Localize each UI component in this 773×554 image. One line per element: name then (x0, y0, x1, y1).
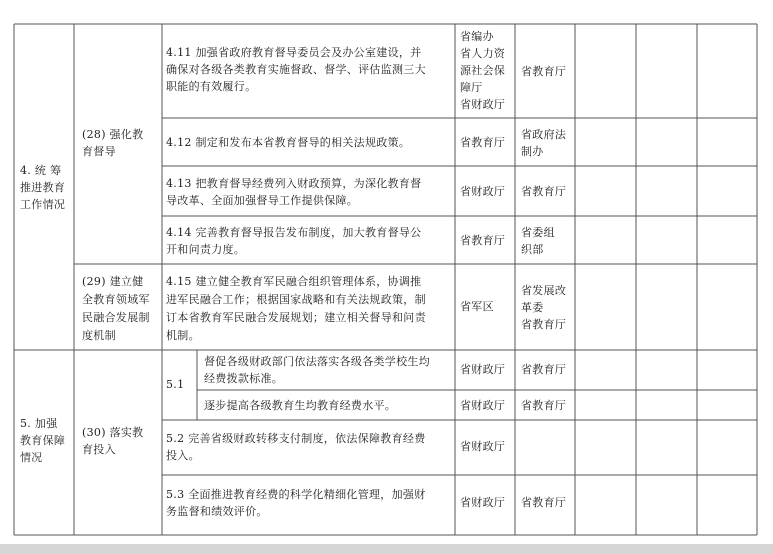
partner-department: 省教育厅 (521, 399, 567, 412)
item-text: 4.14 完善教育督导报告发布制度，加大教育督导公 开和问责力度。 (166, 226, 422, 256)
lead-department: 省编办 省人力资 源社会保 障厅 省财政厅 (460, 30, 506, 111)
lead-department: 省财政厅 (460, 363, 506, 376)
lead-department: 省教育厅 (460, 136, 506, 149)
item-text: 4.13 把教育督导经费列入财政预算，为深化教育督 导改革、全面加强督导工作提供保障。 (166, 177, 422, 207)
lead-department: 省军区 (460, 300, 494, 313)
item-code: 5.1 (166, 378, 185, 391)
lead-department: 省财政厅 (460, 185, 506, 198)
category-cell: 5. 加强 教育保障 情况 (20, 417, 66, 464)
partner-department: 省教育厅 (521, 363, 567, 376)
item-text: 4.12 制定和发布本省教育督导的相关法规政策。 (166, 136, 411, 149)
item-text: 逐步提高各级教育生均教育经费水平。 (204, 399, 397, 412)
item-text: 5.2 完善省级财政转移支付制度，依法保障教育经费 投入。 (166, 432, 426, 462)
subcategory-cell: (30) 落实教 育投入 (82, 426, 144, 456)
page-bottom-edge (0, 544, 773, 554)
partner-department: 省政府法 制办 (521, 128, 567, 158)
category-cell: 4. 统 筹 推进教育 工作情况 (20, 164, 66, 211)
lead-department: 省财政厅 (460, 496, 506, 509)
item-text: 5.3 全面推进教育经费的科学化精细化管理，加强财 务监督和绩效评价。 (166, 488, 426, 518)
item-text: 督促各级财政部门依法落实各级各类学校生均 经费拨款标准。 (204, 355, 430, 385)
partner-department: 省教育厅 (521, 185, 567, 198)
partner-department: 省教育厅 (521, 496, 567, 509)
lead-department: 省教育厅 (460, 234, 506, 247)
subcategory-cell: (29) 建立健 全教育领域军 民融合发展制 度机制 (82, 275, 150, 342)
partner-department: 省教育厅 (521, 65, 567, 78)
subcategory-cell: (28) 强化教 育督导 (82, 128, 144, 158)
partner-department: 省发展改 革委 省教育厅 (521, 284, 567, 331)
item-text: 4.11 加强省政府教育督导委员会及办公室建设，并 确保对各级各类教育实施督政、督学、评估监测三大 职能的有效履行。 (166, 46, 426, 93)
partner-department: 省委组 织部 (521, 226, 555, 256)
lead-department: 省财政厅 (460, 399, 506, 412)
lead-department: 省财政厅 (460, 440, 506, 453)
item-text: 4.15 建立健全教育军民融合组织管理体系，协调推 进军民融合工作；根据国家战略和有关法规政策，制 订本省教育军民融合发展规划；建立相关督导和问责 机制。 (166, 275, 426, 342)
